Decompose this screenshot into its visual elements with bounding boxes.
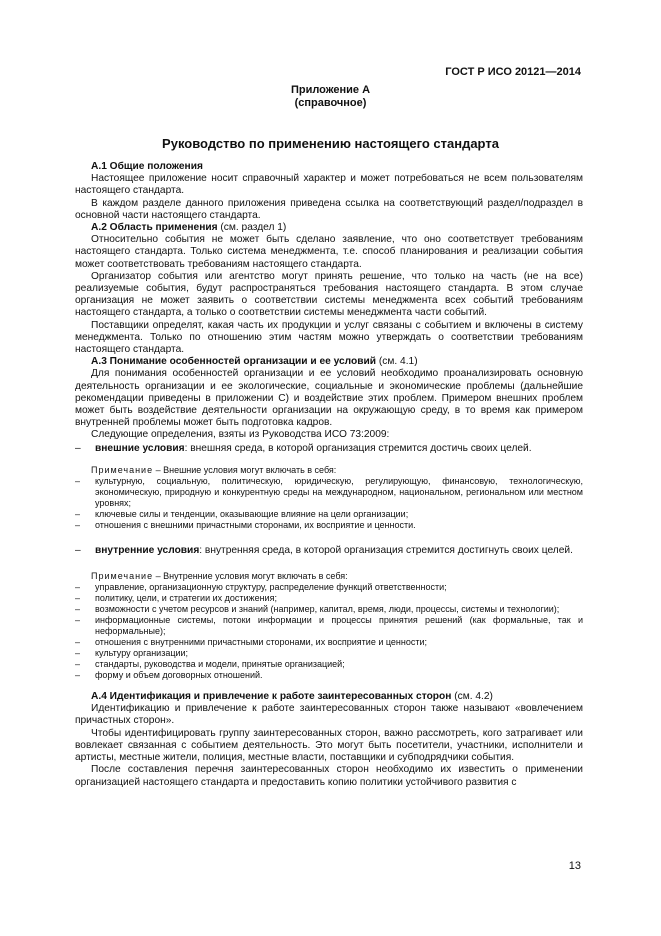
paragraph: Настоящее приложение носит справочный характер и может потребоваться не всем пользователям настоящего стандарта. bbox=[75, 173, 583, 197]
note-internal: Примечание – Внутренние условия могут включать в себя: – управление, организационную структуру, распределение функций ответственности; – политику, цели, и стратегии их достижения; – возможности с учетом ресурсов и знаний (например, капитал, время, люди, процессы, системы и технологии); – информационные системы, потоки информации и процессы принятия решений (как формальные, так и неформальные); – отношения с внутренними причастными сторонами, их восприятие и ценности; – культуру организации; – стандарты, руководства и модели, принятые организацией; – форму и объем договорных отношений. bbox=[75, 571, 583, 681]
term-external: внешние условия bbox=[95, 442, 185, 454]
paragraph: Поставщики определят, какая часть их продукции и услуг связаны с событием и включены в систему менеджмента. Только по отношению этим частям можно утверждать о соответствии требованиям настоящего стандарта. bbox=[75, 319, 583, 356]
section-a4-heading: А.4 Идентификация и привлечение к работе заинтересованных сторон (см. 4.2) bbox=[91, 691, 493, 703]
note-external: Примечание – Внешние условия могут включать в себя: – культурную, социальную, политическую, юридическую, регулирующую, финансовую, технологическую, экономическую, природную и конкурентную среды на международном, национальном, региональном или местном уровнях; – ключевые силы и тенденции, оказывающие влияние на цели организации; – отношения с внешними причастными сторонами, их восприятие и ценности. bbox=[75, 464, 583, 530]
note-label: Примечание bbox=[91, 571, 154, 582]
paragraph: Для понимания особенностей организации и ее условий необходимо проанализировать основную деятельность организации и ее экологические, социальные и экономические проблемы (дальнейшие рекомендации приведены в приложении С) и воздействие этих проблем. Примером внешних проблем может быть воздействие деятельности организации на окружающую среду, в то время как примером внутренней проблемы может быть подготовка кадров. bbox=[75, 368, 583, 429]
list-item: – политику, цели, и стратегии их достижения; bbox=[75, 593, 277, 604]
page-number: 13 bbox=[568, 860, 581, 872]
document-id-header: ГОСТ Р ИСО 20121—2014 bbox=[445, 66, 581, 78]
list-item: – культуру организации; bbox=[75, 648, 189, 659]
annex-title: Руководство по применению настоящего стандарта bbox=[162, 136, 499, 151]
list-item: – информационные системы, потоки информации и процессы принятия решений (как формальные, так и неформальные); bbox=[75, 615, 583, 637]
section-a3-heading: А.3 Понимание особенностей организации и ее условий (см. 4.1) bbox=[91, 356, 418, 368]
paragraph: Относительно события не может быть сделано заявление, что оно соответствует требованиям настоящего стандарта. Только система менеджмента, т.е. способ планирования и реализации события может соответствовать требованиям настоящего стандарта. bbox=[75, 234, 583, 270]
list-item: – управление, организационную структуру, распределение функций ответственности; bbox=[75, 582, 447, 593]
list-item: – возможности с учетом ресурсов и знаний (например, капитал, время, люди, процессы, системы и технологии); bbox=[75, 604, 560, 615]
paragraph: Чтобы идентифицировать группу заинтересованных сторон, важно рассмотреть, кого затрагивает или вовлекает связанная с событием деятельность. Это могут быть посетители, участники, исполнители и артисты, местные жители, полиция, местные власти, поставщики и субподрядчики события. bbox=[75, 727, 583, 764]
dash-marker: – bbox=[75, 544, 81, 556]
definition-external: – внешние условия: внешняя среда, в которой организация стремится достичь своих целей. bbox=[75, 442, 532, 454]
annex-heading bbox=[0, 84, 661, 110]
paragraph: После составления перечня заинтересованных сторон необходимо их известить о применении организацией настоящего стандарта и предоставить копию политики устойчивого развития с bbox=[75, 764, 583, 788]
list-item: – отношения с внутренними причастными сторонами, их восприятие и ценности; bbox=[75, 637, 428, 648]
list-item: – стандарты, руководства и модели, принятые организацией; bbox=[75, 659, 345, 670]
term-internal: внутренние условия bbox=[95, 544, 200, 556]
annex-label: Приложение А bbox=[290, 84, 371, 96]
definition-internal: – внутренние условия: внутренняя среда, в которой организация стремится достигнуть своих целей. bbox=[75, 544, 573, 556]
section-a2-heading: А.2 Область применения (см. раздел 1) bbox=[91, 222, 287, 234]
note-label: Примечание bbox=[91, 464, 154, 475]
paragraph: В каждом разделе данного приложения приведена ссылка на соответствующий раздел/подраздел в основной части настоящего стандарта. bbox=[75, 197, 583, 221]
section-a1-heading: А.1 Общие положения bbox=[91, 161, 203, 172]
paragraph: Идентификацию и привлечение к работе заинтересованных сторон также называют «вовлечением причастных сторон». bbox=[75, 703, 583, 727]
dash-marker: – bbox=[75, 442, 81, 454]
annex-type: (справочное) bbox=[294, 97, 367, 109]
document-body bbox=[75, 161, 583, 789]
list-item: – отношения с внешними причастными сторонами, их восприятие и ценности. bbox=[75, 519, 416, 530]
paragraph: Организатор события или агентство могут принять решение, что только на часть (не на все) реализуемые события, будут распространяться требования настоящего стандарта. В этом случае организация не может заявить о соответствии системы менеджмента всех событий требованиям настоящего стандарта, а только о соответствии системы менеджмента части событий. bbox=[75, 270, 583, 319]
list-item: – форму и объем договорных отношений. bbox=[75, 670, 263, 681]
list-item: – культурную, социальную, политическую, юридическую, регулирующую, финансовую, технологическую, экономическую, природную и конкурентную среды на международном, национальном, региональном или местном уровнях; bbox=[75, 475, 583, 508]
paragraph: Следующие определения, взяты из Руководства ИСО 73:2009: bbox=[91, 429, 390, 441]
list-item: – ключевые силы и тенденции, оказывающие влияние на цели организации; bbox=[75, 508, 409, 519]
